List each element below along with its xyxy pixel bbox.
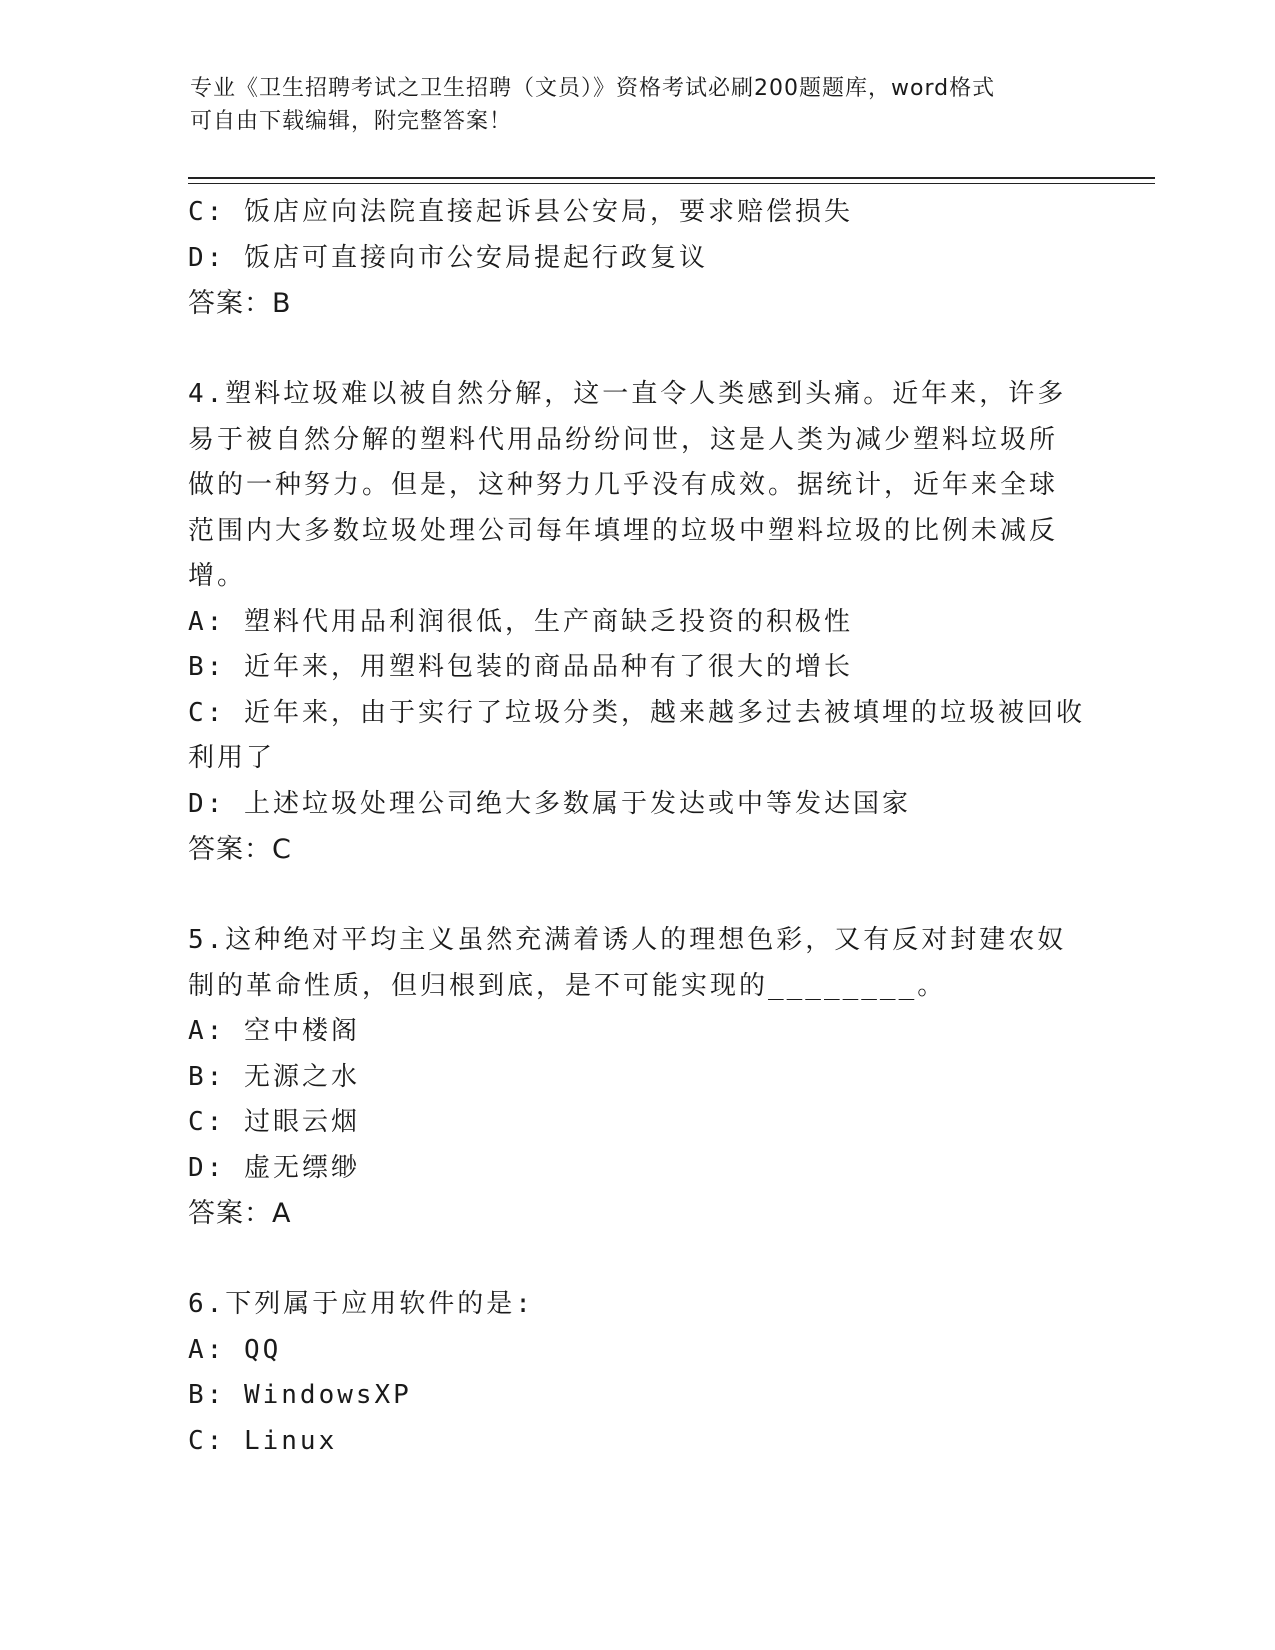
header-line-2: 可自由下载编辑，附完整答案！ [190, 109, 513, 134]
question-stem: 6.下列属于应用软件的是: [188, 1289, 534, 1319]
answer: 答案：A [188, 1198, 292, 1229]
option-b: B: WindowsXP [188, 1380, 412, 1410]
question-stem-line: 制的革命性质，但归根到底，是不可能实现的________。 [188, 970, 947, 1001]
answer: 答案：C [188, 834, 292, 865]
spacer [188, 873, 1088, 919]
question-stem-line: 增。 [188, 561, 247, 591]
option-c: C: Linux [188, 1425, 338, 1456]
spacer [188, 1237, 1088, 1283]
question-6 [188, 1282, 1088, 1464]
answer: 答案：B [188, 288, 292, 319]
spacer [188, 327, 1088, 373]
option-d: D: 饭店可直接向市公安局提起行政复议 [188, 242, 708, 273]
option-a: A: 塑料代用品利润很低，生产商缺乏投资的积极性 [188, 606, 853, 637]
question-4 [188, 372, 1088, 873]
header-line-1: 专业《卫生招聘考试之卫生招聘（文员）》资格考试必刷200题题库，word格式 [190, 76, 996, 101]
question-stem-line: 范围内大多数垃圾处理公司每年填埋的垃圾中塑料垃圾的比例未减反 [188, 515, 1059, 546]
option-d: D: 上述垃圾处理公司绝大多数属于发达或中等发达国家 [188, 788, 911, 819]
option-c-continued: 利用了 [188, 743, 276, 773]
option-c: C: 过眼云烟 [188, 1107, 360, 1137]
option-a: A: 空中楼阁 [188, 1016, 360, 1046]
option-b: B: 无源之水 [188, 1061, 360, 1092]
question-stem-line: 做的一种努力。但是，这种努力几乎没有成效。据统计，近年来全球 [188, 470, 1059, 500]
question-5 [188, 918, 1088, 1237]
header-divider [188, 177, 1155, 179]
question-3 [188, 190, 1088, 327]
question-stem-line: 5.这种绝对平均主义虽然充满着诱人的理想色彩，又有反对封建农奴 [188, 925, 1067, 955]
option-d: D: 虚无缥缈 [188, 1152, 360, 1183]
question-list [188, 190, 1088, 1464]
question-stem-line: 易于被自然分解的塑料代用品纷纷问世，这是人类为减少塑料垃圾所 [188, 424, 1059, 455]
option-c: C: 近年来，由于实行了垃圾分类，越来越多过去被填埋的垃圾被回收 [188, 697, 1085, 728]
question-stem-line: 4.塑料垃圾难以被自然分解，这一直令人类感到头痛。近年来，许多 [188, 379, 1067, 409]
option-c: C: 饭店应向法院直接起诉县公安局，要求赔偿损失 [188, 197, 853, 227]
option-a: A: QQ [188, 1334, 282, 1365]
header-divider-thin [188, 183, 1155, 184]
document-header [190, 72, 1070, 138]
option-b: B: 近年来，用塑料包装的商品品种有了很大的增长 [188, 652, 853, 682]
